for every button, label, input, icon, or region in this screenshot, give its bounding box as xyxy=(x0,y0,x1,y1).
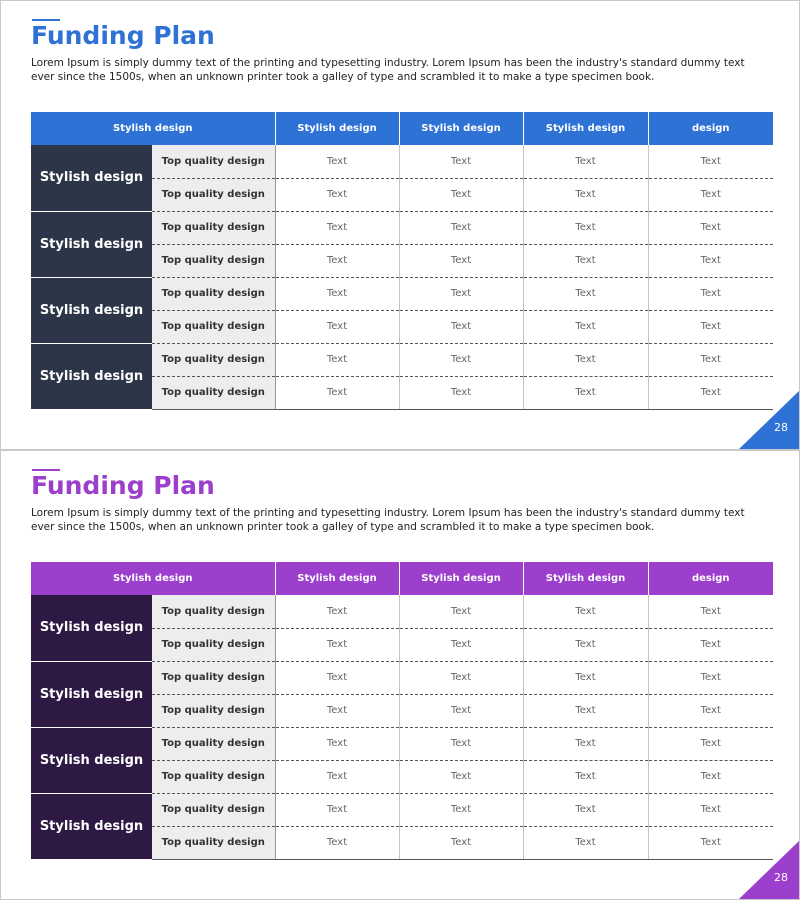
table-cell: Text xyxy=(399,376,523,409)
table-cell: Text xyxy=(523,277,648,310)
table-cell: Text xyxy=(523,694,648,727)
table-cell: Text xyxy=(275,760,399,793)
table-cell: Text xyxy=(648,760,773,793)
table-cell: Text xyxy=(523,145,648,178)
page-corner-triangle xyxy=(739,841,799,899)
table-cell: Text xyxy=(399,277,523,310)
table-header-cell: Stylish design xyxy=(399,562,523,595)
table-cell: Text xyxy=(523,661,648,694)
table-row xyxy=(31,211,773,244)
table-cell: Text xyxy=(399,760,523,793)
table-cell: Text xyxy=(399,727,523,760)
table-cell: Text xyxy=(275,727,399,760)
group-label: Stylish design xyxy=(31,277,152,343)
table-cell: Text xyxy=(275,628,399,661)
row-label: Top quality design xyxy=(152,145,275,178)
funding-plan-table xyxy=(31,112,773,410)
group-label: Stylish design xyxy=(31,661,152,727)
table-cell: Text xyxy=(523,793,648,826)
table-row xyxy=(31,727,773,760)
group-label: Stylish design xyxy=(31,211,152,277)
table-cell: Text xyxy=(275,826,399,859)
table-cell: Text xyxy=(648,244,773,277)
table-header-cell: design xyxy=(648,112,773,145)
table-cell: Text xyxy=(399,178,523,211)
table-row xyxy=(31,595,773,628)
table-header-cell: Stylish design xyxy=(31,112,275,145)
table-cell: Text xyxy=(523,760,648,793)
table-cell: Text xyxy=(523,826,648,859)
table-cell: Text xyxy=(399,244,523,277)
slide-description: Lorem Ipsum is simply dummy text of the printing and typesetting industry. Lorem Ipsum has been the industry's standard dummy text ever since the 1500s, when an unknown printer took a galley of type and scrambled it to make a type specimen book. xyxy=(31,57,745,83)
slide-title: Funding Plan xyxy=(31,471,215,500)
table-cell: Text xyxy=(399,694,523,727)
row-label: Top quality design xyxy=(152,727,275,760)
table-cell: Text xyxy=(275,376,399,409)
table-cell: Text xyxy=(648,661,773,694)
row-label: Top quality design xyxy=(152,760,275,793)
table-cell: Text xyxy=(523,376,648,409)
table-header-cell: Stylish design xyxy=(399,112,523,145)
table-header-row xyxy=(31,562,773,595)
table-cell: Text xyxy=(399,661,523,694)
row-label: Top quality design xyxy=(152,310,275,343)
page-corner-triangle xyxy=(739,391,799,449)
table-cell: Text xyxy=(399,793,523,826)
table-cell: Text xyxy=(523,178,648,211)
row-label: Top quality design xyxy=(152,343,275,376)
table-cell: Text xyxy=(275,145,399,178)
slide-2 xyxy=(0,450,800,900)
table-cell: Text xyxy=(648,826,773,859)
row-label: Top quality design xyxy=(152,793,275,826)
table-cell: Text xyxy=(399,628,523,661)
row-label: Top quality design xyxy=(152,826,275,859)
table-cell: Text xyxy=(399,310,523,343)
table-cell: Text xyxy=(275,178,399,211)
table-cell: Text xyxy=(523,244,648,277)
table-cell: Text xyxy=(523,211,648,244)
row-label: Top quality design xyxy=(152,628,275,661)
table-cell: Text xyxy=(648,277,773,310)
page-number: 28 xyxy=(774,421,788,434)
row-label: Top quality design xyxy=(152,277,275,310)
group-label: Stylish design xyxy=(31,145,152,211)
group-label: Stylish design xyxy=(31,727,152,793)
table-header-row xyxy=(31,112,773,145)
table-cell: Text xyxy=(275,793,399,826)
table-cell: Text xyxy=(275,244,399,277)
table-cell: Text xyxy=(275,310,399,343)
table-cell: Text xyxy=(648,343,773,376)
group-label: Stylish design xyxy=(31,793,152,859)
table-cell: Text xyxy=(648,145,773,178)
table-cell: Text xyxy=(399,826,523,859)
funding-plan-table xyxy=(31,562,773,860)
table-cell: Text xyxy=(399,145,523,178)
row-label: Top quality design xyxy=(152,211,275,244)
table-cell: Text xyxy=(648,310,773,343)
table-cell: Text xyxy=(648,376,773,409)
table-row xyxy=(31,145,773,178)
table-cell: Text xyxy=(648,694,773,727)
table-cell: Text xyxy=(648,178,773,211)
table-cell: Text xyxy=(399,211,523,244)
row-label: Top quality design xyxy=(152,376,275,409)
table-cell: Text xyxy=(275,595,399,628)
table-cell: Text xyxy=(275,343,399,376)
table-header-cell: Stylish design xyxy=(523,112,648,145)
table-cell: Text xyxy=(648,727,773,760)
table-cell: Text xyxy=(275,661,399,694)
table-header-cell: design xyxy=(648,562,773,595)
row-label: Top quality design xyxy=(152,178,275,211)
table-cell: Text xyxy=(648,628,773,661)
table-cell: Text xyxy=(648,793,773,826)
table-cell: Text xyxy=(648,211,773,244)
group-label: Stylish design xyxy=(31,595,152,661)
table-cell: Text xyxy=(523,727,648,760)
slide-description: Lorem Ipsum is simply dummy text of the printing and typesetting industry. Lorem Ipsum has been the industry's standard dummy text ever since the 1500s, when an unknown printer took a galley of type and scrambled it to make a type specimen book. xyxy=(31,507,745,533)
table-cell: Text xyxy=(275,211,399,244)
table-header-cell: Stylish design xyxy=(31,562,275,595)
table-row xyxy=(31,343,773,376)
page-number: 28 xyxy=(774,871,788,884)
row-label: Top quality design xyxy=(152,595,275,628)
table-cell: Text xyxy=(523,595,648,628)
row-label: Top quality design xyxy=(152,694,275,727)
slide-title: Funding Plan xyxy=(31,21,215,50)
group-label: Stylish design xyxy=(31,343,152,409)
table-row xyxy=(31,661,773,694)
table-cell: Text xyxy=(523,628,648,661)
table-header-cell: Stylish design xyxy=(275,112,399,145)
table-cell: Text xyxy=(523,310,648,343)
table-cell: Text xyxy=(399,343,523,376)
table-row xyxy=(31,277,773,310)
table-cell: Text xyxy=(648,595,773,628)
row-label: Top quality design xyxy=(152,244,275,277)
table-cell: Text xyxy=(523,343,648,376)
table-cell: Text xyxy=(275,277,399,310)
table-cell: Text xyxy=(399,595,523,628)
table-header-cell: Stylish design xyxy=(523,562,648,595)
row-label: Top quality design xyxy=(152,661,275,694)
table-cell: Text xyxy=(275,694,399,727)
table-header-cell: Stylish design xyxy=(275,562,399,595)
table-row xyxy=(31,793,773,826)
